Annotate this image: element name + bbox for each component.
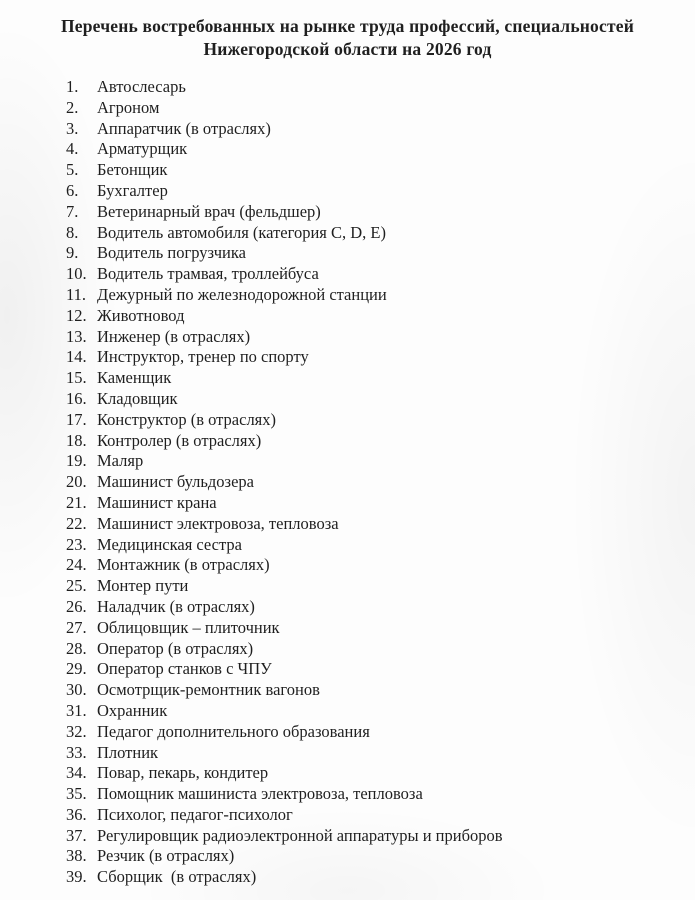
item-label: Регулировщик радиоэлектронной аппаратуры и приборов — [97, 825, 503, 845]
list-item — [66, 98, 675, 119]
item-label: Инженер (в отраслях) — [97, 326, 251, 346]
item-number: 22. — [66, 513, 87, 533]
item-label: Каменщик — [97, 368, 172, 388]
item-label: Машинист электровоза, тепловоза — [97, 513, 339, 533]
list-item — [66, 202, 675, 223]
item-label: Облицовщик – плиточник — [97, 617, 280, 637]
item-number: 19. — [66, 451, 87, 471]
item-number: 6. — [66, 180, 79, 200]
item-number: 17. — [66, 409, 87, 429]
item-label: Плотник — [97, 742, 159, 762]
list-item — [66, 285, 675, 306]
item-label: Арматурщик — [97, 139, 188, 159]
list-item — [66, 680, 675, 701]
list-item — [66, 805, 675, 826]
item-label: Водитель трамвая, троллейбуса — [97, 264, 319, 284]
list-item — [66, 160, 675, 181]
list-item — [66, 223, 675, 244]
item-label: Автослесарь — [97, 77, 186, 96]
item-number: 3. — [66, 118, 79, 138]
list-item — [66, 77, 675, 98]
list-item — [66, 389, 675, 410]
document-title — [0, 0, 695, 61]
item-label: Резчик (в отраслях) — [97, 846, 235, 866]
item-number: 24. — [66, 555, 87, 575]
list-item — [66, 826, 675, 847]
list-item — [66, 119, 675, 140]
item-number: 10. — [66, 264, 87, 284]
list-item — [66, 555, 675, 576]
item-number: 12. — [66, 305, 87, 325]
item-label: Психолог, педагог-психолог — [97, 804, 293, 824]
list-item — [66, 264, 675, 285]
item-label: Педагог дополнительного образования — [97, 721, 370, 741]
list-item — [66, 867, 675, 888]
item-label: Бухгалтер — [97, 180, 168, 200]
item-number: 35. — [66, 784, 87, 804]
item-label: Агроном — [97, 97, 160, 117]
profession-list — [66, 77, 675, 888]
list-item — [66, 514, 675, 535]
list-item — [66, 472, 675, 493]
list-item — [66, 535, 675, 556]
list-item — [66, 576, 675, 597]
list-item — [66, 701, 675, 722]
item-number: 14. — [66, 347, 87, 367]
item-label: Водитель автомобиля (категория C, D, E) — [97, 222, 387, 242]
item-label: Монтажник (в отраслях) — [97, 555, 270, 575]
item-label: Охранник — [97, 700, 168, 720]
list-item — [66, 493, 675, 514]
list-item — [66, 347, 675, 368]
title-line-2: Нижегородской области на 2026 год — [203, 39, 492, 59]
item-label: Аппаратчик (в отраслях) — [97, 118, 271, 138]
list-item — [66, 243, 675, 264]
item-label: Медицинская сестра — [97, 534, 242, 554]
item-number: 13. — [66, 326, 87, 346]
item-number: 20. — [66, 472, 87, 492]
list-item — [66, 618, 675, 639]
item-label: Осмотрщик-ремонтник вагонов — [97, 680, 320, 700]
item-number: 11. — [66, 284, 87, 304]
list-item — [66, 431, 675, 452]
item-number: 33. — [66, 742, 87, 762]
list-item — [66, 139, 675, 160]
item-number: 30. — [66, 680, 87, 700]
item-number: 27. — [66, 617, 87, 637]
item-number: 21. — [66, 492, 87, 512]
item-label: Сборщик (в отраслях) — [97, 867, 257, 887]
list-item — [66, 327, 675, 348]
item-label: Оператор (в отраслях) — [97, 638, 254, 658]
list-item — [66, 722, 675, 743]
item-number: 2. — [66, 97, 79, 117]
item-label: Дежурный по железнодорожной станции — [97, 284, 387, 304]
list-item — [66, 639, 675, 660]
item-number: 1. — [66, 77, 79, 96]
list-item — [66, 597, 675, 618]
list-item — [66, 846, 675, 867]
title-line-1: Перечень востребованных на рынке труда профессий, специальностей — [60, 16, 635, 36]
list-item — [66, 410, 675, 431]
item-label: Повар, пекарь, кондитер — [97, 763, 269, 783]
item-label: Конструктор (в отраслях) — [97, 409, 277, 429]
item-number: 15. — [66, 368, 87, 388]
item-number: 18. — [66, 430, 87, 450]
item-number: 36. — [66, 804, 87, 824]
item-label: Ветеринарный врач (фельдшер) — [97, 201, 321, 221]
item-label: Кладовщик — [97, 388, 178, 408]
item-label: Контролер (в отраслях) — [97, 430, 262, 450]
list-item — [66, 743, 675, 764]
item-number: 32. — [66, 721, 87, 741]
item-number: 34. — [66, 763, 87, 783]
list-item — [66, 306, 675, 327]
item-number: 28. — [66, 638, 87, 658]
item-label: Монтер пути — [97, 576, 189, 596]
item-number: 31. — [66, 700, 87, 720]
item-label: Маляр — [97, 451, 144, 471]
list-item — [66, 659, 675, 680]
list-item — [66, 451, 675, 472]
item-number: 4. — [66, 139, 79, 159]
item-label: Оператор станков с ЧПУ — [97, 659, 272, 679]
item-label: Машинист крана — [97, 492, 217, 512]
item-number: 25. — [66, 576, 87, 596]
item-number: 23. — [66, 534, 87, 554]
item-number: 29. — [66, 659, 87, 679]
item-number: 5. — [66, 160, 79, 180]
item-label: Наладчик (в отраслях) — [97, 596, 255, 616]
item-label: Машинист бульдозера — [97, 472, 254, 492]
item-number: 38. — [66, 846, 87, 866]
list-item — [66, 784, 675, 805]
item-number: 7. — [66, 201, 79, 221]
list-item — [66, 181, 675, 202]
list-item — [66, 763, 675, 784]
item-label: Бетонщик — [97, 160, 168, 180]
item-number: 9. — [66, 243, 79, 263]
item-number: 8. — [66, 222, 79, 242]
item-number: 16. — [66, 388, 87, 408]
item-label: Водитель погрузчика — [97, 243, 246, 263]
item-number: 39. — [66, 867, 87, 887]
item-number: 26. — [66, 596, 87, 616]
list-item — [66, 368, 675, 389]
item-number: 37. — [66, 825, 87, 845]
item-label: Инструктор, тренер по спорту — [97, 347, 309, 367]
item-label: Животновод — [97, 305, 185, 325]
item-label: Помощник машиниста электровоза, тепловоза — [97, 784, 423, 804]
